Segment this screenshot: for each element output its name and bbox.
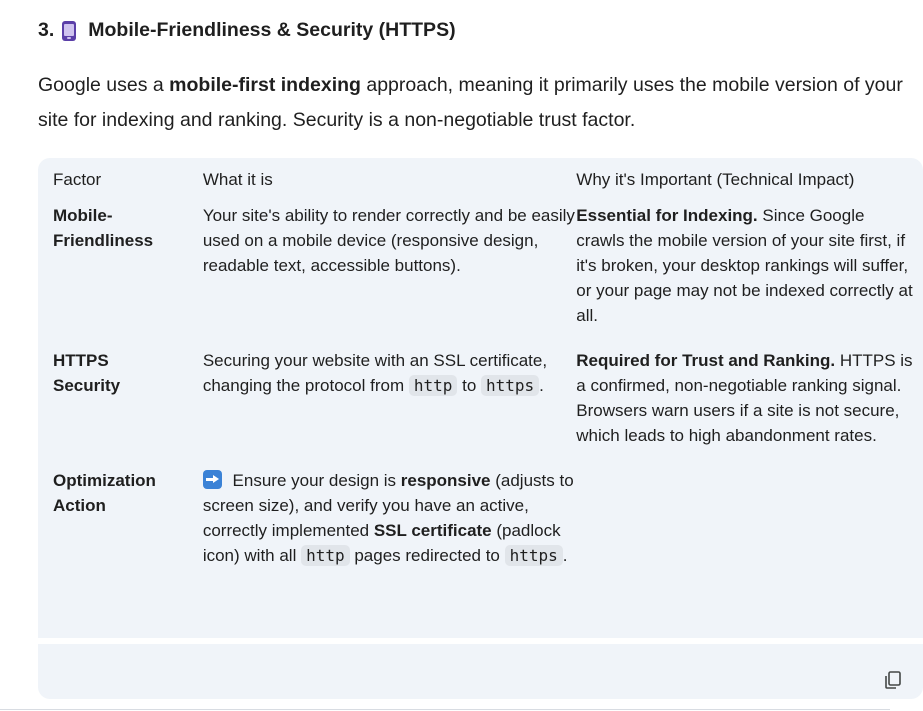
section-title: Mobile-Friendliness & Security (HTTPS)	[88, 19, 456, 41]
why-text: HTTPS is a confirmed, non-negotiable ranking signal. Browsers warn users if a site is not secure, which leads to high abandonment rates.	[576, 351, 913, 445]
what-bold: responsive	[400, 471, 491, 490]
intro-text: Google uses a	[38, 74, 170, 96]
row-why	[576, 198, 923, 343]
inline-code: http	[409, 375, 458, 396]
table-row	[38, 343, 923, 463]
factor-label: Optimization Action	[53, 471, 156, 515]
what-text: .	[562, 546, 568, 565]
row-factor	[38, 198, 203, 343]
intro-text-2: approach, meaning it primarily uses the mobile version of your site for indexing and ranking. Security is a non-negotiable trust factor.	[38, 74, 903, 131]
right-arrow-icon	[203, 470, 222, 489]
inline-code: https	[505, 545, 563, 566]
copy-icon[interactable]	[883, 670, 903, 690]
intro-paragraph	[38, 68, 918, 138]
table-row	[38, 198, 923, 343]
table-header-row	[38, 158, 923, 198]
what-text: to	[457, 376, 481, 395]
table-row	[38, 463, 923, 583]
section-heading	[38, 19, 456, 42]
what-bold: SSL certificate	[373, 521, 492, 540]
row-what	[203, 463, 576, 583]
mobile-phone-icon	[62, 21, 76, 41]
what-text: (padlock icon) with all	[202, 521, 561, 565]
what-text: .	[539, 376, 544, 395]
what-text: pages redirected to	[349, 546, 505, 565]
header-what: What it is	[202, 170, 273, 189]
inline-code: http	[301, 545, 350, 566]
row-factor	[38, 343, 203, 463]
row-factor	[38, 463, 203, 583]
intro-bold: mobile-first indexing	[169, 74, 361, 96]
header-factor: Factor	[53, 170, 102, 189]
what-text: (adjusts to screen size), and verify you have an active, correctly implemented	[202, 471, 574, 540]
factor-table	[38, 158, 923, 638]
why-bold: Essential for Indexing.	[576, 206, 758, 225]
factor-label: HTTPS Security	[53, 351, 121, 395]
section-number: 3.	[38, 19, 55, 41]
row-why	[576, 463, 923, 583]
why-bold: Required for Trust and Ranking.	[576, 351, 836, 370]
what-text: Ensure your design is	[227, 471, 401, 490]
what-text: Securing your website with an SSL certificate, changing the protocol from	[202, 351, 548, 395]
row-what	[203, 343, 576, 463]
header-why: Why it's Important (Technical Impact)	[576, 170, 855, 189]
table-footer	[38, 644, 923, 699]
row-why	[576, 343, 923, 463]
inline-code: https	[481, 375, 539, 396]
divider	[0, 709, 890, 710]
row-what: Your site's ability to render correctly and be easily used on a mobile device (responsive design, readable text, accessible buttons).	[202, 206, 575, 275]
factor-label: Mobile-Friendliness	[53, 206, 154, 250]
why-text: Since Google crawls the mobile version of your site first, if it's broken, your desktop rankings will suffer, or your page may not be indexed correctly at all.	[576, 206, 913, 325]
